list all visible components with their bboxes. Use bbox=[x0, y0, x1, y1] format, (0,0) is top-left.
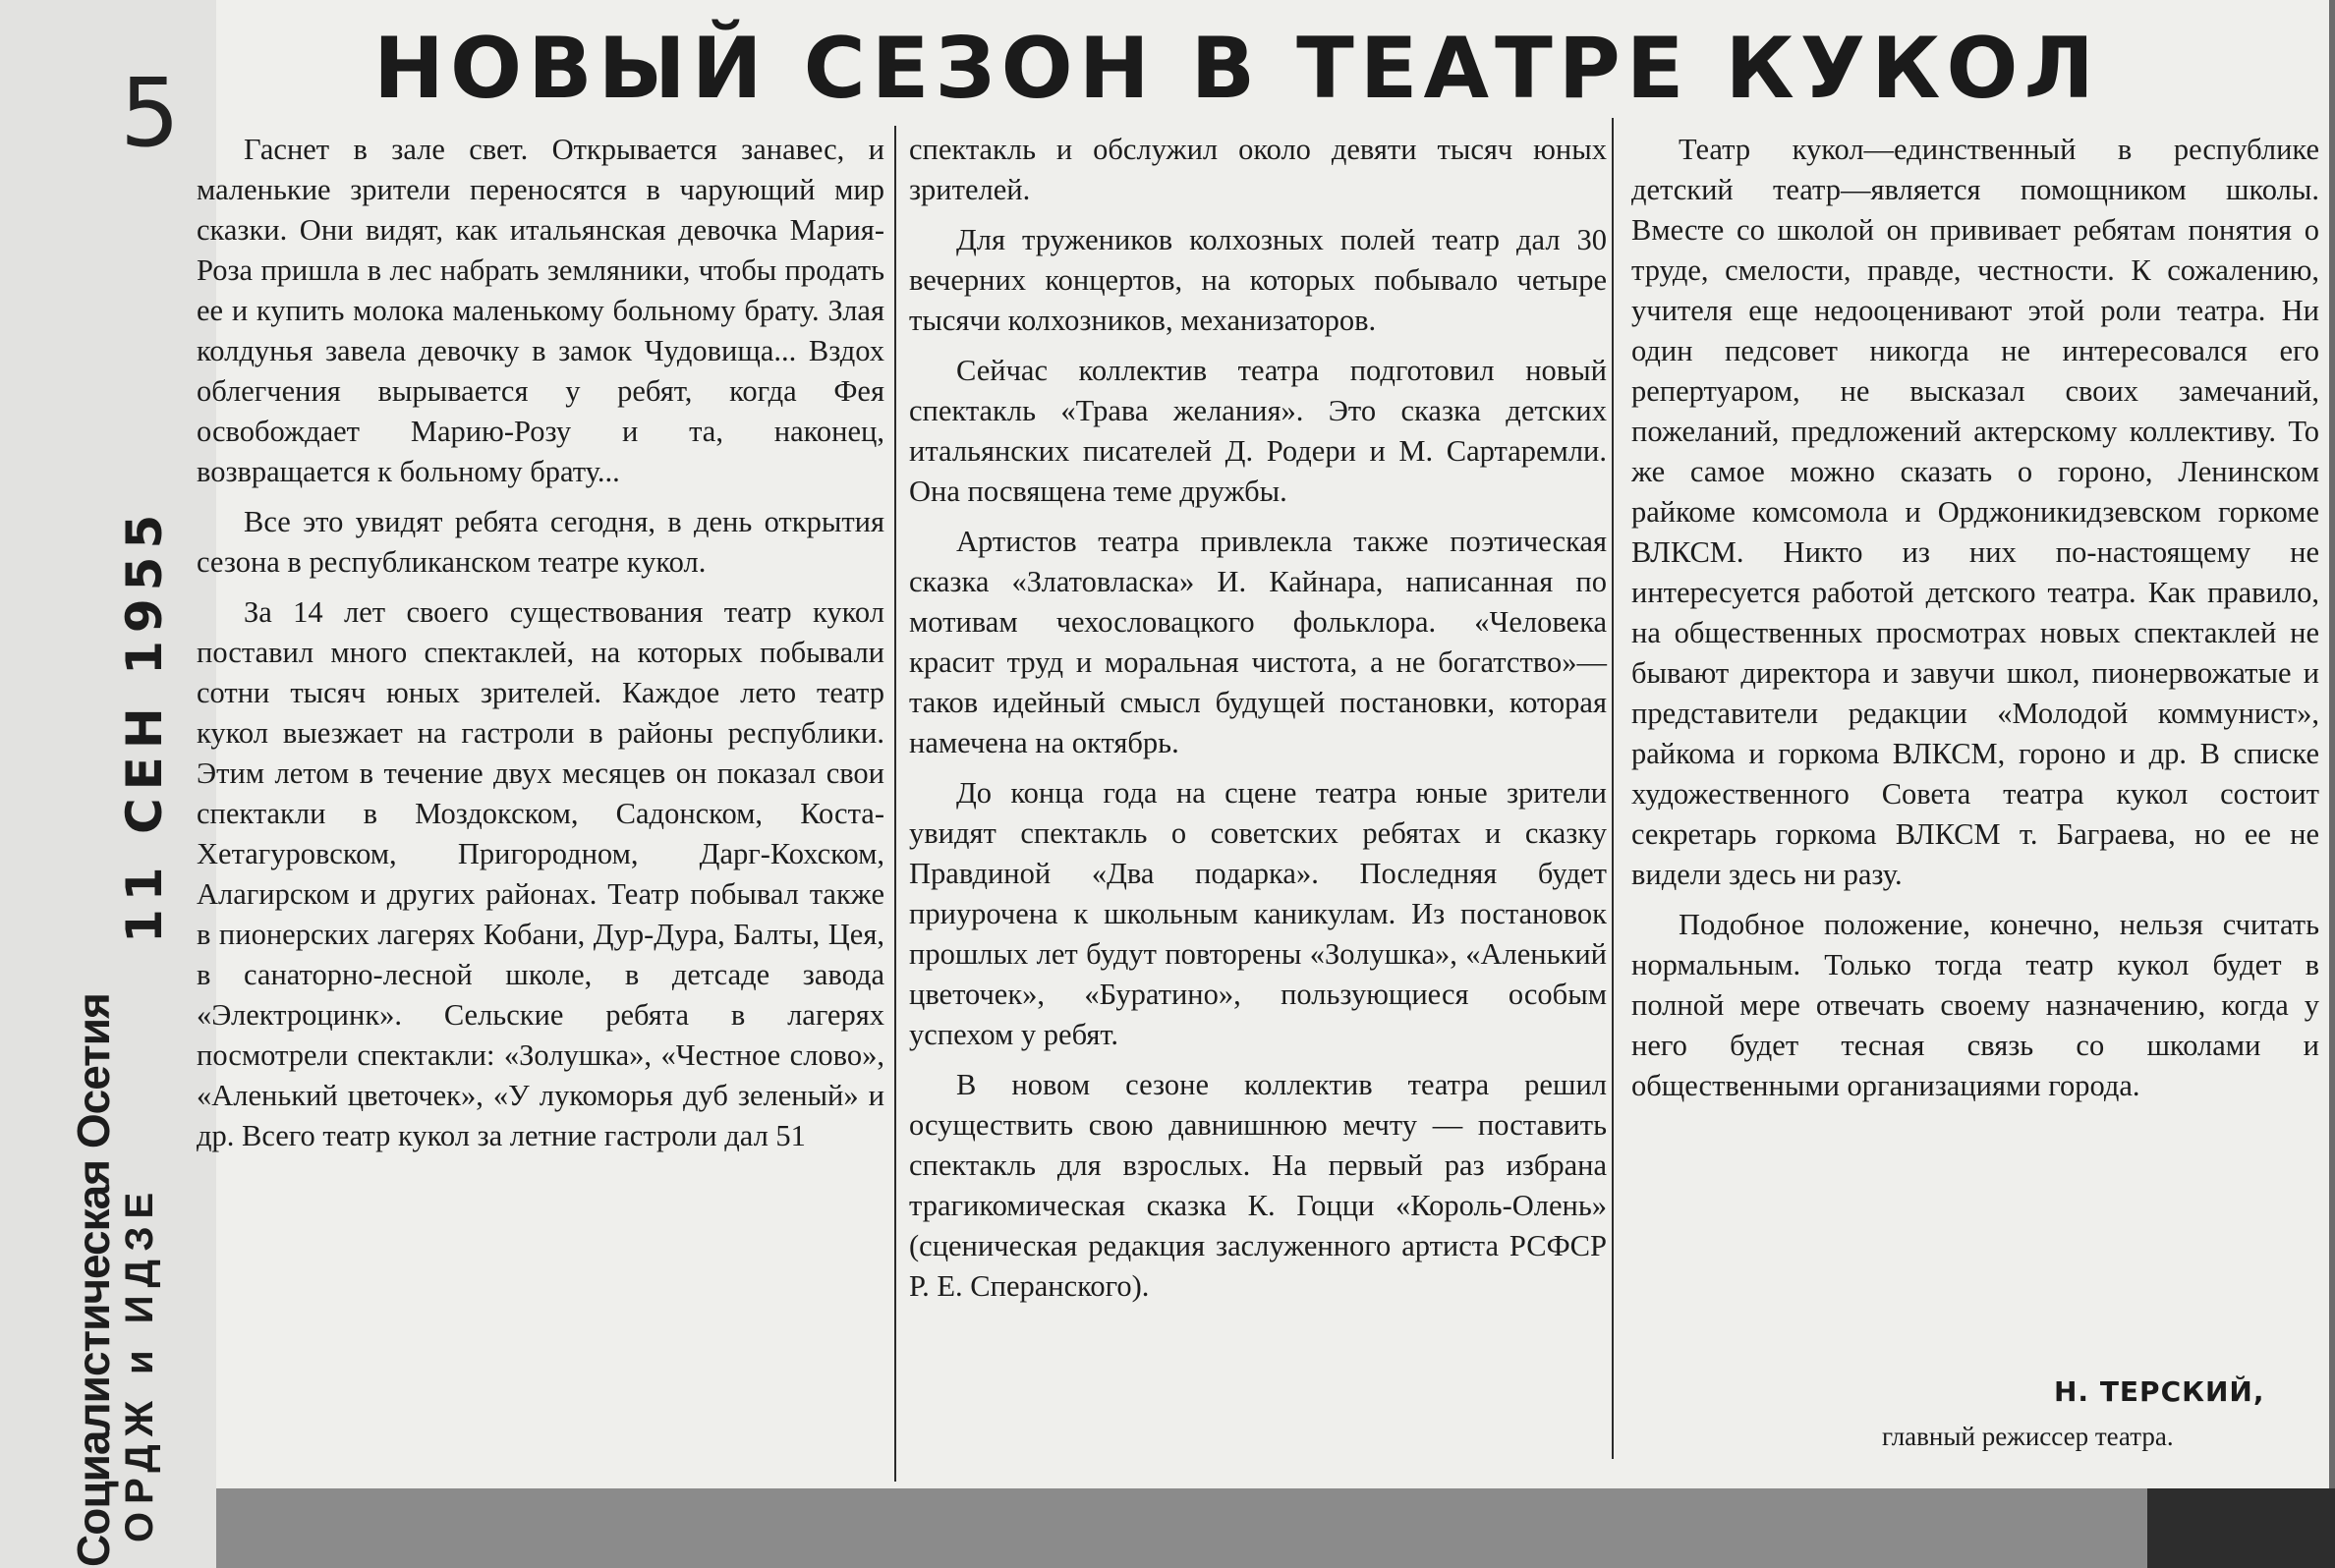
article-column-1 bbox=[197, 130, 884, 1166]
author-name: Н. ТЕРСКИЙ, bbox=[2054, 1375, 2265, 1408]
scan-border bbox=[216, 1488, 2335, 1568]
article-column-2 bbox=[909, 130, 1607, 1316]
paragraph: За 14 лет своего существования театр кукол поставил много спектаклей, на которых побывали сотни тысяч юных зрителей. Каждое лето театр кукол выезжает на гастроли в районы республики. Этим летом в течение двух месяцев он показал свои спектакли в Моздокском, Садонском, Коста-Хетагуровском, Пригородном, Дарг-Кохском, Алагирском и других районах. Театр побывал также в пионерских лагерях Кобани, Дур-Дура, Балты, Цея, в санаторно-лесной школе, в детсаде завода «Электроцинк». Сельские ребята в лагерях посмотрели спектакли: «Золушка», «Честное слово», «Аленький цветочек», «У лукоморья дуб зеленый» и др. Всего театр кукол за летние гастроли дал 51 bbox=[197, 595, 884, 1152]
paragraph: Гаснет в зале свет. Открывается занавес, и маленькие зрители переносятся в чарующий мир сказки. Они видят, как итальянская девочка Мария-Роза пришла в лес набрать земляники, чтобы продать ее и купить молока маленькому больному брату. Злая колдунья завела девочку в замок Чудовища... Вздох облегчения вырывается у ребят, когда Фея освобождает Марию-Розу и та, наконец, возвращается к больному брату... bbox=[197, 133, 884, 488]
paragraph: Для тружеников колхозных полей театр дал 30 вечерних концертов, на которых побывало четыре тысячи колхозников, механизаторов. bbox=[909, 223, 1607, 337]
article-headline: НОВЫЙ СЕЗОН В ТЕАТРЕ КУКОЛ bbox=[373, 20, 2100, 118]
article-column-3 bbox=[1631, 130, 2319, 1116]
paragraph: Театр кукол—единственный в республике детский театр—является помощником школы. Вместе со школой он прививает ребятам понятия о труде, смелости, правде, честности. К сожалению, учителя еще недооценивают этой роли театра. Ни один педсовет никогда не интересовался его репертуаром, не высказал своих замечаний, пожеланий, предложений актерскому коллективу. То же самое можно сказать о гороно, Ленинском райкоме комсомола и Орджоникидзевском горкоме ВЛКСМ. Никто из них по-настоящему не интересуется работой детского театра. Как правило, на общественных просмотрах новых спектаклей не бывают директора и завучи школ, пионервожатые и представители редакции «Молодой коммунист», райкома и горкома ВЛКСМ, гороно и др. В списке художественного Совета театра кукол состоит секретарь горкома ВЛКСМ т. Баграева, но ее не видели здесь ни разу. bbox=[1631, 133, 2319, 891]
paragraph: Сейчас коллектив театра подготовил новый спектакль «Трава желания». Это сказка детских итальянских писателей Д. Родери и М. Сартаремли. Она посвящена теме дружбы. bbox=[909, 354, 1607, 508]
column-divider bbox=[894, 126, 896, 1482]
paragraph: В новом сезоне коллектив театра решил осуществить свою давнишнюю мечту — поставить спектакль для взрослых. На первый раз избрана трагикомическая сказка К. Гоцци «Король-Олень» (сценическая редакция заслуженного артиста РСФСР Р. Е. Сперанского). bbox=[909, 1068, 1607, 1303]
paragraph: спектакль и обслужил около девяти тысяч юных зрителей. bbox=[909, 133, 1607, 206]
author-title: главный режиссер театра. bbox=[1882, 1422, 2174, 1451]
paragraph: Все это увидят ребята сегодня, в день открытия сезона в республиканском театре кукол. bbox=[197, 505, 884, 579]
column-divider bbox=[1612, 118, 1614, 1459]
paragraph: Артистов театра привлекла также поэтическая сказка «Златовласка» И. Кайнара, написанная по мотивам чехословацкого фольклора. «Человека красит труд и моральная чистота, а не богатство»—таков идейный смысл будущей постановки, которая намечена на октябрь. bbox=[909, 525, 1607, 759]
handwritten-number: 5 bbox=[120, 58, 181, 168]
paragraph: До конца года на сцене театра юные зрители увидят спектакль о советских ребятах и сказку Правдиной «Два подарка». Последняя будет приурочена к школьным каникулам. Из постановок прошлых лет будут повторены «Золушка», «Аленький цветочек», «Буратино», пользующиеся особым успехом у ребят. bbox=[909, 776, 1607, 1051]
paragraph: Подобное положение, конечно, нельзя считать нормальным. Только тогда театр кукол будет в полной мере отвечать своему назначению, когда у него будет тесная связь со школами и общественными организациями города. bbox=[1631, 908, 2319, 1102]
